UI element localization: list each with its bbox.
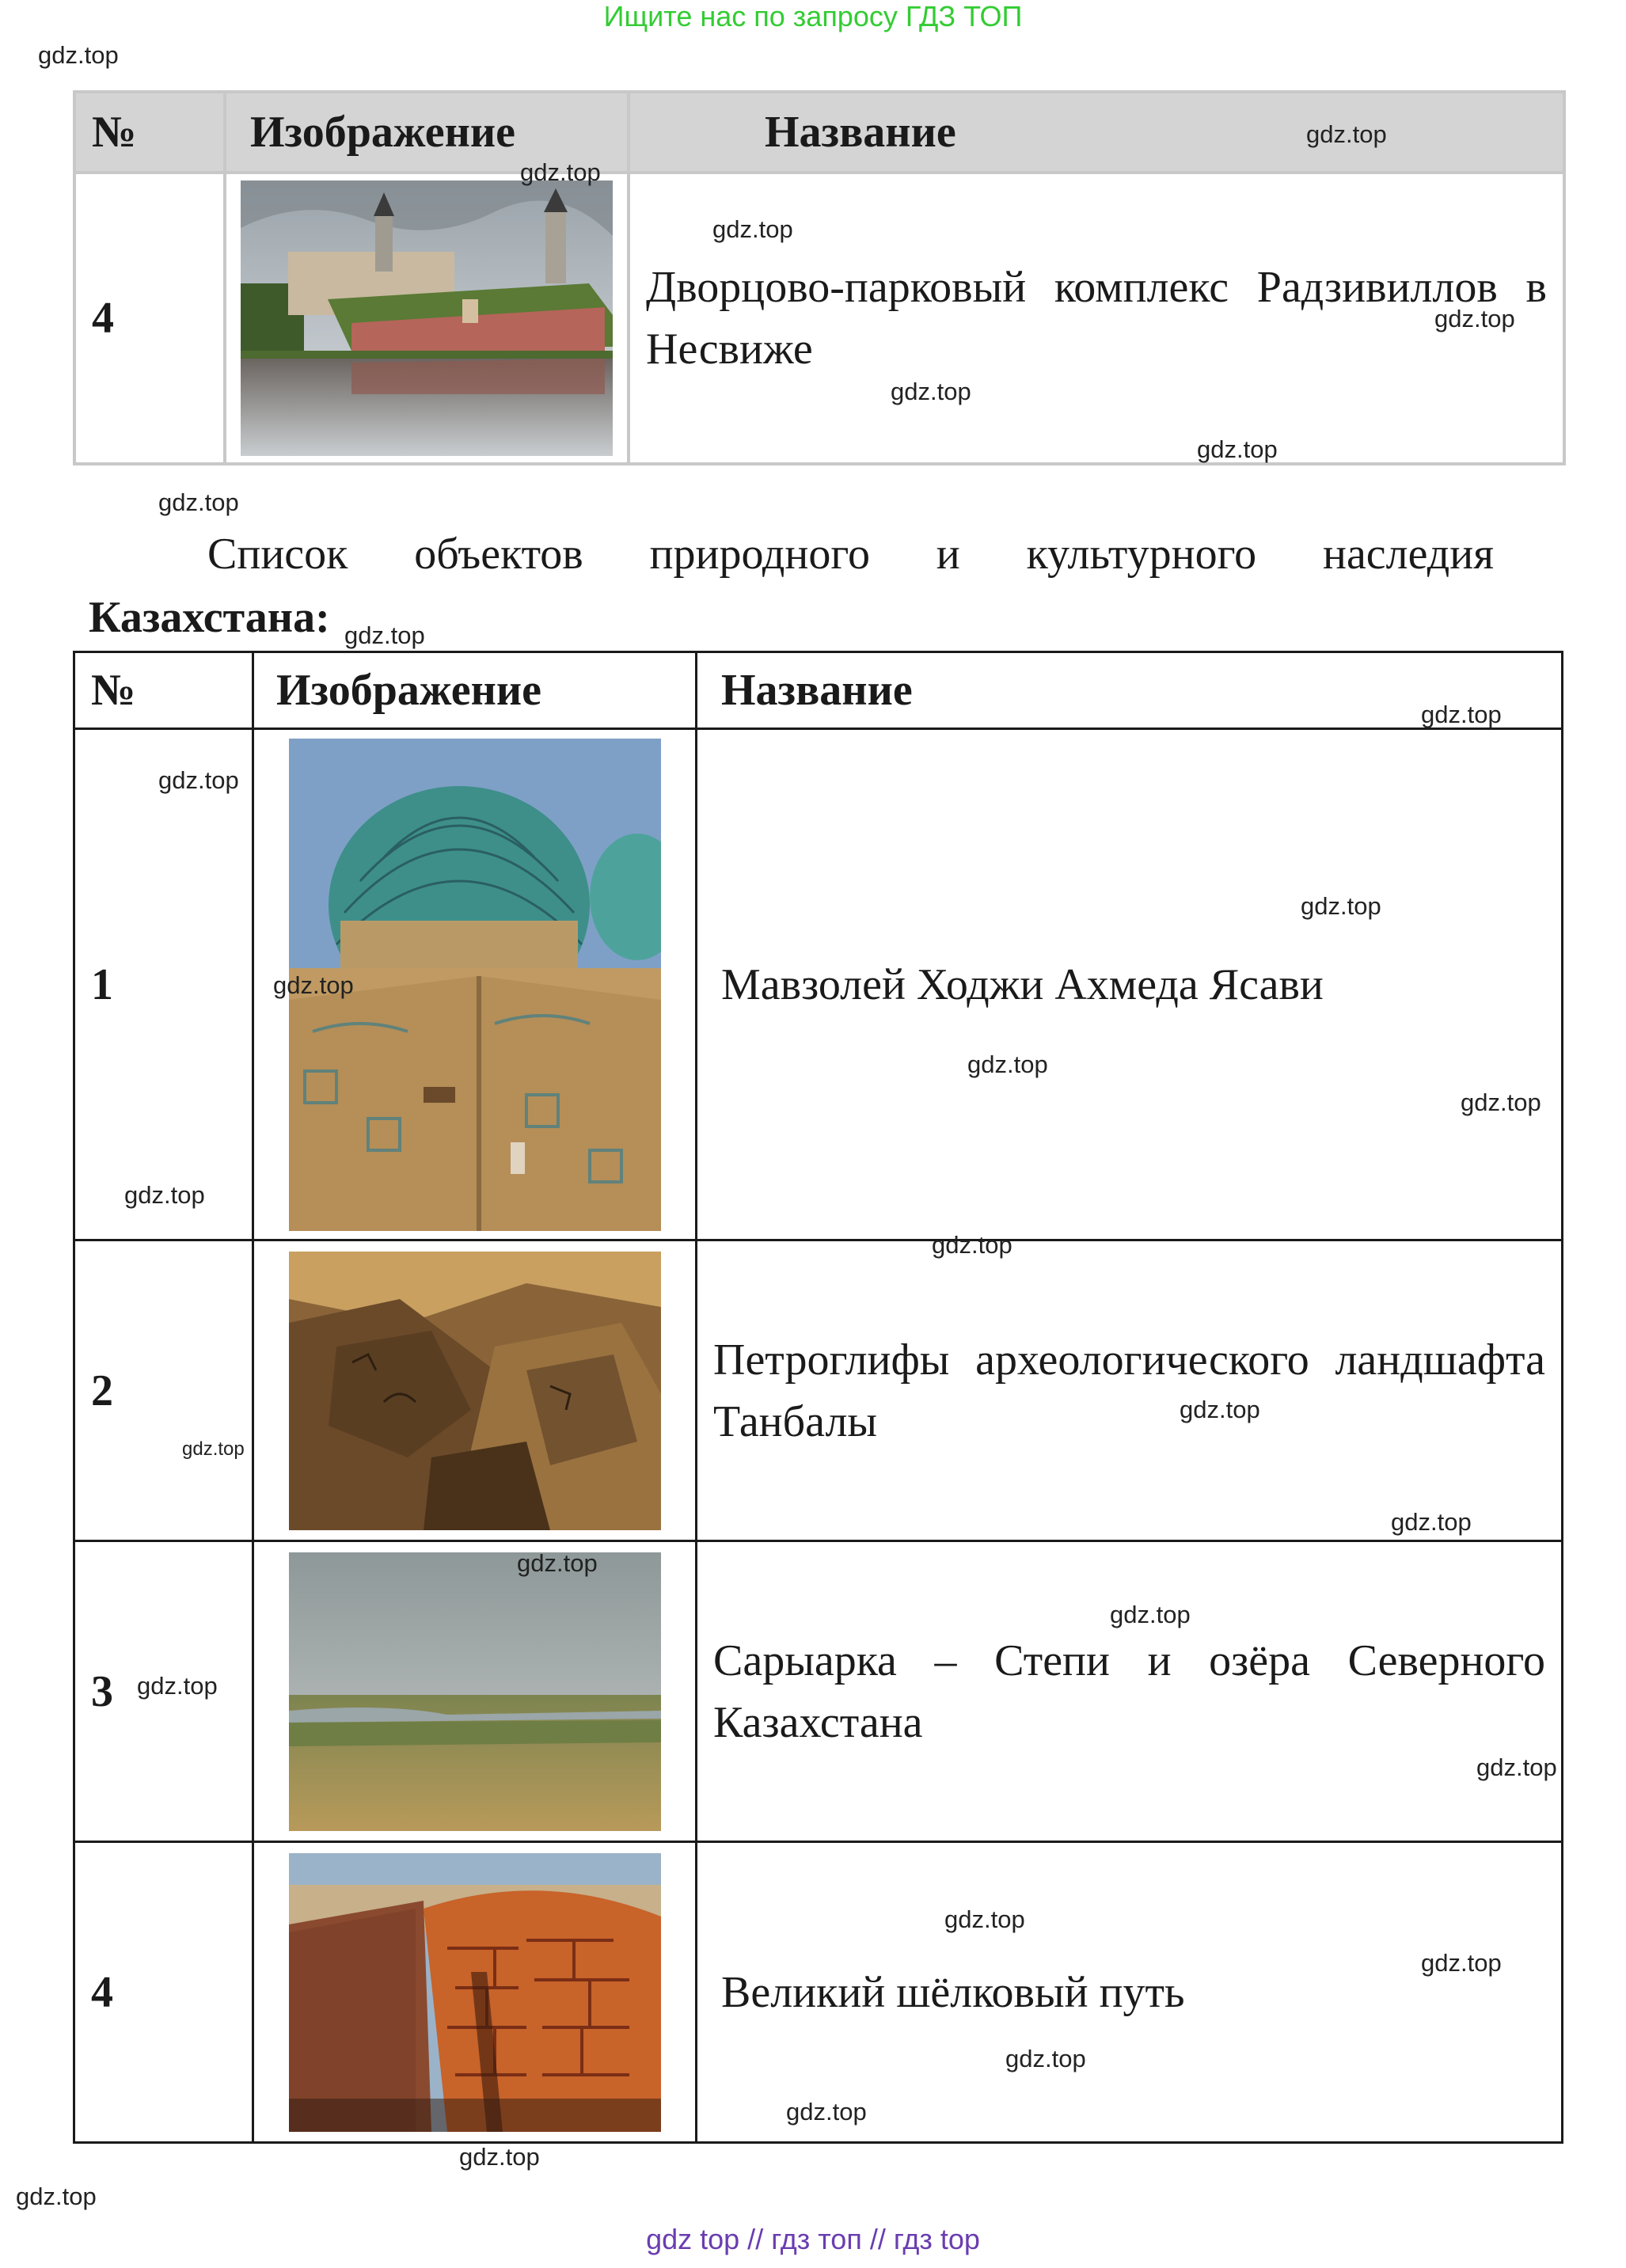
row-num: 4 xyxy=(74,173,225,464)
row-name: Великий шёлковый путь xyxy=(697,1842,1563,2143)
search-banner: Ищите нас по запросу ГДЗ ТОП xyxy=(603,0,1023,32)
row-num: 3 xyxy=(74,1541,253,1842)
table-row xyxy=(74,1240,1563,1541)
watermark: gdz.top xyxy=(1180,1396,1260,1423)
watermark: gdz.top xyxy=(1301,892,1381,920)
header-num: № xyxy=(74,652,253,729)
table-row xyxy=(74,1541,1563,1842)
header-name: Название xyxy=(697,652,1563,729)
steppe-photo xyxy=(289,1552,661,1831)
table-header-row xyxy=(74,652,1563,729)
header-image: Изображение xyxy=(225,92,629,173)
row-name: Сарыарка – Степи и озёра Северного Казахстана xyxy=(697,1541,1563,1842)
castle-photo xyxy=(241,180,613,456)
watermark: gdz.top xyxy=(967,1050,1048,1078)
silk-road-photo xyxy=(289,1853,661,2132)
watermark: gdz.top xyxy=(1197,435,1278,463)
heading-word: наследия xyxy=(1322,530,1494,579)
heading-word: Список xyxy=(207,530,348,579)
watermark: gdz.top xyxy=(786,2098,867,2126)
watermark: gdz.top xyxy=(517,1549,598,1577)
petroglyphs-photo xyxy=(289,1252,661,1530)
watermark: gdz.top xyxy=(137,1672,218,1700)
watermark: gdz.top xyxy=(16,2183,97,2210)
section-heading xyxy=(89,522,1494,649)
watermark: gdz.top xyxy=(1434,305,1515,332)
row-num: 1 xyxy=(74,729,253,1240)
row-num: 2 xyxy=(74,1240,253,1541)
watermark: gdz.top xyxy=(124,1181,205,1209)
header-image: Изображение xyxy=(253,652,697,729)
watermark: gdz.top xyxy=(459,2143,540,2171)
watermark: gdz.top xyxy=(158,488,239,516)
header-num: № xyxy=(74,92,225,173)
header-name: Название xyxy=(629,92,1564,173)
image-cell xyxy=(253,1541,697,1842)
watermark: gdz.top xyxy=(1421,701,1502,728)
table-row xyxy=(74,173,1564,464)
row-name: Петроглифы археологического ландшафта Танбалы xyxy=(697,1240,1563,1541)
watermark: gdz.top xyxy=(712,215,793,243)
watermark: gdz.top xyxy=(182,1438,245,1460)
heading-bold: Казахстана: xyxy=(89,593,330,642)
watermark: gdz.top xyxy=(944,1905,1025,1933)
watermark: gdz.top xyxy=(1005,2045,1086,2072)
watermark: gdz.top xyxy=(1391,1508,1472,1536)
row-name: Дворцово-парковый комплекс Радзивиллов в Несвиже xyxy=(629,173,1564,464)
watermark: gdz.top xyxy=(520,158,601,186)
image-cell xyxy=(253,1842,697,2143)
watermark: gdz.top xyxy=(344,621,425,649)
heading-word: культурного xyxy=(1026,530,1257,579)
row-num: 4 xyxy=(74,1842,253,2143)
watermark: gdz.top xyxy=(1421,1949,1502,1977)
watermark: gdz.top xyxy=(1110,1601,1191,1628)
row-name: Мавзолей Ходжи Ахмеда Ясави xyxy=(697,729,1563,1240)
watermark: gdz.top xyxy=(932,1231,1012,1259)
watermark: gdz.top xyxy=(38,41,119,69)
table-kazakhstan xyxy=(73,651,1563,2144)
heading-word: объектов xyxy=(414,530,583,579)
image-cell xyxy=(253,1240,697,1541)
watermark: gdz.top xyxy=(158,766,239,794)
watermark: gdz.top xyxy=(891,378,971,405)
watermark: gdz.top xyxy=(1461,1088,1541,1116)
watermark: gdz.top xyxy=(273,971,354,999)
heading-word: и xyxy=(936,530,960,579)
watermark: gdz.top xyxy=(1476,1753,1557,1781)
image-cell xyxy=(225,173,629,464)
watermark: gdz.top xyxy=(1306,120,1387,148)
footer-links: gdz top // гдз топ // гдз top xyxy=(646,2223,980,2255)
heading-word: природного xyxy=(649,530,870,579)
